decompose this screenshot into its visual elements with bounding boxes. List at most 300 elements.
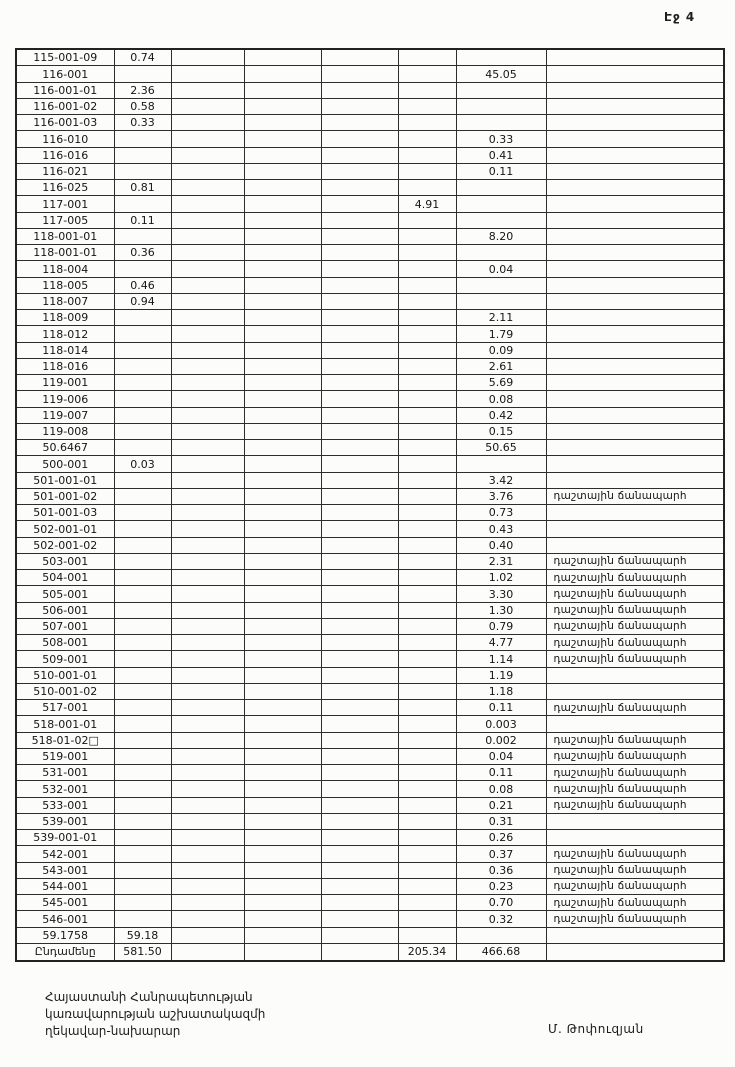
cell-v7: 8.20 [456, 228, 546, 244]
cell-note [546, 115, 724, 131]
cell-code: 532-001 [16, 781, 114, 797]
cell-v5 [321, 943, 398, 961]
cell-v2 [114, 781, 171, 797]
cell-v5 [321, 375, 398, 391]
cell-code: 117-001 [16, 196, 114, 212]
table-row [16, 196, 724, 212]
table-row [16, 163, 724, 179]
cell-note [546, 98, 724, 114]
cell-v5 [321, 407, 398, 423]
cell-note: դաշտային ճանապարհ [546, 488, 724, 504]
cell-v7: 0.40 [456, 537, 546, 553]
table-row [16, 602, 724, 618]
cell-v4 [244, 700, 321, 716]
cell-v4 [244, 115, 321, 131]
cell-v4 [244, 878, 321, 894]
cell-v5 [321, 196, 398, 212]
cell-v5 [321, 537, 398, 553]
cell-v7: 3.76 [456, 488, 546, 504]
cell-v4 [244, 423, 321, 439]
cell-note [546, 521, 724, 537]
table-row [16, 98, 724, 114]
cell-v7: 0.11 [456, 163, 546, 179]
cell-v2 [114, 537, 171, 553]
table-row [16, 456, 724, 472]
cell-v3 [171, 586, 244, 602]
cell-v5 [321, 49, 398, 66]
cell-note [546, 423, 724, 439]
cell-v3 [171, 163, 244, 179]
cell-v7: 0.32 [456, 911, 546, 927]
cell-v6 [398, 732, 456, 748]
cell-v7: 466.68 [456, 943, 546, 961]
cell-v6 [398, 358, 456, 374]
cell-v4 [244, 293, 321, 309]
cell-v5 [321, 781, 398, 797]
cell-v7: 0.31 [456, 813, 546, 829]
cell-v3 [171, 602, 244, 618]
cell-code: 543-001 [16, 862, 114, 878]
cell-v5 [321, 98, 398, 114]
cell-note [546, 927, 724, 943]
cell-v2 [114, 423, 171, 439]
cell-note: դաշտային ճանապարհ [546, 602, 724, 618]
cell-v5 [321, 748, 398, 764]
cell-code: 119-001 [16, 375, 114, 391]
cell-v5 [321, 488, 398, 504]
cell-note [546, 228, 724, 244]
table-row [16, 293, 724, 309]
cell-note [546, 180, 724, 196]
table-row [16, 618, 724, 634]
cell-v3 [171, 440, 244, 456]
cell-v2 [114, 440, 171, 456]
cell-note: դաշտային ճանապարհ [546, 586, 724, 602]
cell-v3 [171, 310, 244, 326]
cell-v3 [171, 115, 244, 131]
table-row [16, 115, 724, 131]
cell-v3 [171, 147, 244, 163]
table-row [16, 423, 724, 439]
cell-v2: 0.36 [114, 245, 171, 261]
table-row [16, 911, 724, 927]
cell-v6 [398, 781, 456, 797]
cell-v5 [321, 586, 398, 602]
cell-v6 [398, 537, 456, 553]
cell-v6 [398, 765, 456, 781]
cell-v3 [171, 781, 244, 797]
cell-v5 [321, 293, 398, 309]
cell-note [546, 391, 724, 407]
cell-v7: 0.42 [456, 407, 546, 423]
table-row [16, 732, 724, 748]
table-row [16, 342, 724, 358]
cell-v6 [398, 927, 456, 943]
cell-note: դաշտային ճանապարհ [546, 846, 724, 862]
cell-note [546, 196, 724, 212]
cell-v7: 0.43 [456, 521, 546, 537]
cell-code: 542-001 [16, 846, 114, 862]
table-row [16, 310, 724, 326]
cell-note: դաշտային ճանապարհ [546, 911, 724, 927]
cell-v7 [456, 115, 546, 131]
cell-code: 500-001 [16, 456, 114, 472]
cell-code: 544-001 [16, 878, 114, 894]
cell-note: դաշտային ճանապարհ [546, 732, 724, 748]
cell-v2 [114, 358, 171, 374]
cell-v3 [171, 245, 244, 261]
cell-v6 [398, 862, 456, 878]
cell-v7: 0.15 [456, 423, 546, 439]
cell-v7 [456, 98, 546, 114]
cell-v4 [244, 846, 321, 862]
cell-v6 [398, 375, 456, 391]
cell-note [546, 830, 724, 846]
cell-v6 [398, 683, 456, 699]
cell-note [546, 667, 724, 683]
cell-code: 510-001-01 [16, 667, 114, 683]
cell-v2 [114, 488, 171, 504]
cell-v3 [171, 895, 244, 911]
cell-v5 [321, 602, 398, 618]
cell-v3 [171, 537, 244, 553]
cell-v2 [114, 326, 171, 342]
table-row [16, 667, 724, 683]
cell-v5 [321, 131, 398, 147]
cell-note [546, 375, 724, 391]
cell-v7 [456, 277, 546, 293]
cell-v6 [398, 98, 456, 114]
cell-v2: 0.03 [114, 456, 171, 472]
cell-v3 [171, 131, 244, 147]
cell-v5 [321, 212, 398, 228]
cell-v2 [114, 797, 171, 813]
cell-v6 [398, 245, 456, 261]
cell-v5 [321, 651, 398, 667]
cell-v5 [321, 472, 398, 488]
cell-v4 [244, 440, 321, 456]
cell-v7: 1.30 [456, 602, 546, 618]
cell-v4 [244, 310, 321, 326]
cell-v6 [398, 602, 456, 618]
cell-v3 [171, 553, 244, 569]
cell-v3 [171, 342, 244, 358]
cell-v7: 0.003 [456, 716, 546, 732]
cell-v6 [398, 748, 456, 764]
table-row [16, 683, 724, 699]
cell-code: 509-001 [16, 651, 114, 667]
table-row [16, 862, 724, 878]
footer-organization-block [45, 989, 265, 1040]
cell-v6 [398, 830, 456, 846]
cell-v5 [321, 813, 398, 829]
table-row [16, 586, 724, 602]
cell-v3 [171, 375, 244, 391]
cell-v4 [244, 212, 321, 228]
cell-v5 [321, 82, 398, 98]
cell-v6 [398, 667, 456, 683]
cell-v3 [171, 683, 244, 699]
cell-code: 504-001 [16, 570, 114, 586]
cell-code: 518-01-02□ [16, 732, 114, 748]
cell-v4 [244, 537, 321, 553]
cell-v2 [114, 635, 171, 651]
cell-v6 [398, 131, 456, 147]
cell-v2: 0.46 [114, 277, 171, 293]
footer-org-line: կառավարության աշխատակազմի [45, 1007, 266, 1021]
cell-v2 [114, 651, 171, 667]
cell-v7: 0.21 [456, 797, 546, 813]
cell-code: 116-001-03 [16, 115, 114, 131]
cell-v4 [244, 375, 321, 391]
cell-v6 [398, 570, 456, 586]
cell-v5 [321, 277, 398, 293]
table-row [16, 765, 724, 781]
cell-code: Ընդամենը [16, 943, 114, 961]
cell-v2 [114, 683, 171, 699]
cell-note [546, 163, 724, 179]
cell-note [546, 342, 724, 358]
cell-v2 [114, 586, 171, 602]
cell-v4 [244, 911, 321, 927]
cell-code: 502-001-01 [16, 521, 114, 537]
cell-v4 [244, 570, 321, 586]
cell-v5 [321, 895, 398, 911]
table-row [16, 797, 724, 813]
cell-v6: 4.91 [398, 196, 456, 212]
cell-v6 [398, 878, 456, 894]
cell-v6 [398, 797, 456, 813]
cell-note: դաշտային ճանապարհ [546, 878, 724, 894]
cell-v4 [244, 228, 321, 244]
cell-v6 [398, 310, 456, 326]
table-row [16, 131, 724, 147]
cell-v3 [171, 49, 244, 66]
footer-org-line: Հայաստանի Հանրապետության [45, 990, 253, 1004]
land-parcel-table [15, 48, 725, 962]
cell-code: 118-007 [16, 293, 114, 309]
cell-note [546, 407, 724, 423]
cell-v5 [321, 927, 398, 943]
cell-v3 [171, 651, 244, 667]
cell-note: դաշտային ճանապարհ [546, 553, 724, 569]
cell-v3 [171, 618, 244, 634]
cell-v3 [171, 66, 244, 82]
cell-note [546, 261, 724, 277]
cell-v4 [244, 748, 321, 764]
cell-v5 [321, 147, 398, 163]
cell-v7: 0.11 [456, 765, 546, 781]
cell-note: դաշտային ճանապարհ [546, 797, 724, 813]
cell-v3 [171, 878, 244, 894]
cell-v7: 0.70 [456, 895, 546, 911]
cell-v3 [171, 830, 244, 846]
table-row [16, 391, 724, 407]
cell-v3 [171, 748, 244, 764]
cell-v6 [398, 635, 456, 651]
cell-v3 [171, 505, 244, 521]
cell-v2: 0.58 [114, 98, 171, 114]
cell-code: 115-001-09 [16, 49, 114, 66]
cell-v7 [456, 180, 546, 196]
cell-v7: 0.11 [456, 700, 546, 716]
cell-code: 502-001-02 [16, 537, 114, 553]
cell-code: 507-001 [16, 618, 114, 634]
cell-code: 118-001-01 [16, 228, 114, 244]
table-row [16, 570, 724, 586]
cell-v3 [171, 261, 244, 277]
cell-code: 503-001 [16, 553, 114, 569]
cell-v2 [114, 163, 171, 179]
cell-v4 [244, 245, 321, 261]
cell-v7: 0.04 [456, 748, 546, 764]
cell-v5 [321, 245, 398, 261]
cell-v2 [114, 66, 171, 82]
cell-v7 [456, 49, 546, 66]
table-row [16, 245, 724, 261]
cell-v7: 0.79 [456, 618, 546, 634]
cell-v4 [244, 391, 321, 407]
cell-note [546, 472, 724, 488]
cell-code: 508-001 [16, 635, 114, 651]
cell-v2: 0.74 [114, 49, 171, 66]
cell-v6 [398, 553, 456, 569]
cell-v6 [398, 147, 456, 163]
cell-v6 [398, 521, 456, 537]
cell-v7 [456, 212, 546, 228]
cell-v3 [171, 293, 244, 309]
cell-v5 [321, 310, 398, 326]
cell-v7: 2.61 [456, 358, 546, 374]
cell-code: 118-016 [16, 358, 114, 374]
cell-v2: 0.11 [114, 212, 171, 228]
cell-code: 118-009 [16, 310, 114, 326]
cell-v5 [321, 505, 398, 521]
cell-v5 [321, 440, 398, 456]
table-row [16, 66, 724, 82]
table-row [16, 537, 724, 553]
cell-v6 [398, 49, 456, 66]
cell-v2 [114, 667, 171, 683]
cell-v6 [398, 586, 456, 602]
cell-v3 [171, 813, 244, 829]
cell-v6 [398, 212, 456, 228]
cell-v2: 59.18 [114, 927, 171, 943]
cell-v6 [398, 846, 456, 862]
cell-note: դաշտային ճանապարհ [546, 651, 724, 667]
table-row [16, 521, 724, 537]
cell-v4 [244, 521, 321, 537]
cell-v5 [321, 342, 398, 358]
cell-v2 [114, 472, 171, 488]
cell-v6 [398, 391, 456, 407]
cell-v7: 0.002 [456, 732, 546, 748]
cell-v7 [456, 456, 546, 472]
cell-v5 [321, 667, 398, 683]
cell-v3 [171, 196, 244, 212]
cell-v4 [244, 163, 321, 179]
cell-v6 [398, 895, 456, 911]
cell-v6 [398, 440, 456, 456]
cell-code: 510-001-02 [16, 683, 114, 699]
cell-v4 [244, 683, 321, 699]
cell-v7 [456, 927, 546, 943]
cell-v4 [244, 456, 321, 472]
cell-v2 [114, 765, 171, 781]
table-row [16, 748, 724, 764]
cell-v2 [114, 732, 171, 748]
cell-v4 [244, 342, 321, 358]
cell-v4 [244, 895, 321, 911]
cell-v7: 3.30 [456, 586, 546, 602]
cell-v5 [321, 716, 398, 732]
cell-v7: 0.08 [456, 391, 546, 407]
cell-v5 [321, 521, 398, 537]
table-row [16, 846, 724, 862]
cell-v3 [171, 228, 244, 244]
cell-code: 531-001 [16, 765, 114, 781]
table-row [16, 878, 724, 894]
cell-v4 [244, 196, 321, 212]
cell-v5 [321, 326, 398, 342]
cell-code: 519-001 [16, 748, 114, 764]
cell-note: դաշտային ճանապարհ [546, 862, 724, 878]
cell-code: 539-001-01 [16, 830, 114, 846]
cell-v3 [171, 846, 244, 862]
cell-v7: 50.65 [456, 440, 546, 456]
cell-note [546, 82, 724, 98]
cell-v3 [171, 98, 244, 114]
table-row [16, 716, 724, 732]
cell-code: 545-001 [16, 895, 114, 911]
cell-v6 [398, 911, 456, 927]
cell-v7: 0.26 [456, 830, 546, 846]
cell-note [546, 456, 724, 472]
cell-code: 116-010 [16, 131, 114, 147]
cell-v4 [244, 943, 321, 961]
table-row [16, 635, 724, 651]
cell-note: դաշտային ճանապարհ [546, 895, 724, 911]
cell-v2 [114, 505, 171, 521]
cell-v7: 2.11 [456, 310, 546, 326]
cell-code: 119-008 [16, 423, 114, 439]
cell-v4 [244, 732, 321, 748]
cell-v5 [321, 862, 398, 878]
cell-v2 [114, 228, 171, 244]
cell-v4 [244, 131, 321, 147]
cell-v2 [114, 716, 171, 732]
cell-v6 [398, 115, 456, 131]
cell-code: 517-001 [16, 700, 114, 716]
table-row [16, 472, 724, 488]
cell-code: 505-001 [16, 586, 114, 602]
cell-v6 [398, 813, 456, 829]
cell-v2 [114, 196, 171, 212]
cell-v4 [244, 553, 321, 569]
cell-note [546, 277, 724, 293]
cell-v6 [398, 505, 456, 521]
cell-note: դաշտային ճանապարհ [546, 618, 724, 634]
cell-v2 [114, 895, 171, 911]
cell-v5 [321, 456, 398, 472]
cell-v6 [398, 423, 456, 439]
cell-v6 [398, 228, 456, 244]
cell-code: 117-005 [16, 212, 114, 228]
cell-v2 [114, 700, 171, 716]
cell-v5 [321, 635, 398, 651]
cell-note: դաշտային ճանապարհ [546, 570, 724, 586]
cell-code: 533-001 [16, 797, 114, 813]
